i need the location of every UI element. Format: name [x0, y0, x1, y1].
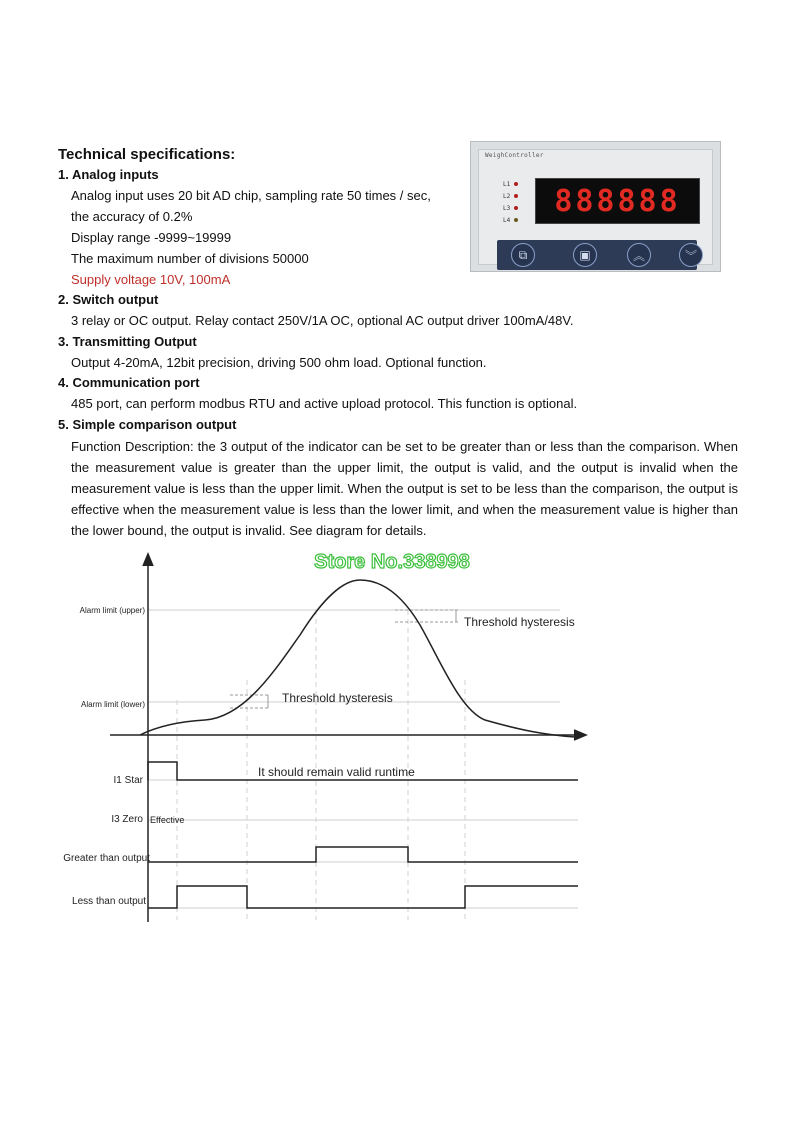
led-indicator — [514, 194, 518, 198]
i1-note: It should remain valid runtime — [258, 765, 415, 779]
alarm-lower-label: Alarm limit (lower) — [81, 700, 145, 709]
display-digits: 888888 — [554, 183, 681, 219]
section-heading-communication-port: 4. Communication port — [58, 375, 200, 390]
led-indicator — [514, 182, 518, 186]
device-button-bar — [497, 240, 697, 270]
i3-zero-label: I3 Zero — [111, 814, 143, 825]
seven-segment-display — [535, 178, 700, 224]
page-title: Technical specifications: — [58, 146, 236, 163]
led-l2 — [503, 190, 518, 202]
hysteresis-upper-label: Threshold hysteresis — [464, 615, 575, 629]
led-indicator — [514, 206, 518, 210]
section-heading-switch-output: 2. Switch output — [58, 292, 159, 307]
hysteresis-lower-label: Threshold hysteresis — [282, 691, 393, 705]
led-label: L2 — [503, 192, 511, 200]
up-icon: ︽ — [627, 243, 651, 267]
led-label: L4 — [503, 216, 511, 224]
i3-note: Effective — [150, 815, 185, 825]
section-heading-transmitting-output: 3. Transmitting Output — [58, 334, 197, 349]
led-label: L3 — [503, 204, 511, 212]
device-title: WeighController — [485, 152, 544, 159]
led-label: L1 — [503, 180, 511, 188]
less-than-signal — [148, 886, 578, 908]
led-l3 — [503, 202, 518, 214]
led-indicator — [514, 218, 518, 222]
spec-line: Analog input uses 20 bit AD chip, sampling rate 50 times / sec, — [71, 188, 431, 203]
spec-line: 3 relay or OC output. Relay contact 250V/1A OC, optional AC output driver 100mA/48V. — [71, 313, 574, 328]
spec-line: Output 4-20mA, 12bit precision, driving 500 ohm load. Optional function. — [71, 355, 487, 370]
less-than-label: Less than output — [72, 896, 146, 907]
section-heading-analog-inputs: 1. Analog inputs — [58, 167, 159, 182]
led-l1 — [503, 178, 518, 190]
spec-line: The maximum number of divisions 50000 — [71, 251, 309, 266]
row-grid-lines — [148, 610, 578, 908]
section-heading-comparison-output: 5. Simple comparison output — [58, 417, 237, 432]
greater-than-signal — [148, 847, 578, 862]
measurement-curve — [140, 580, 575, 737]
store-watermark: Store No.338998 — [314, 551, 470, 573]
device-panel — [478, 149, 713, 265]
spec-line-supply-voltage: Supply voltage 10V, 100mA — [71, 272, 231, 287]
weigh-controller-image — [470, 141, 721, 272]
led-l4 — [503, 214, 518, 226]
device-leds — [503, 178, 518, 226]
spec-line: 485 port, can perform modbus RTU and active upload protocol. This function is optional. — [71, 396, 578, 411]
function-description: Function Description: the 3 output of the indicator can be set to be greater than or less than the comparison. When the measurement value is greater than the upper limit, the output is valid, and the output is invalid when the measurement value is less than the upper limit. When the output is set to be less than the comparison, the output is effective when the measurement value is less than the lower limit, and when the measurement value is higher than the lower bound, the output is invalid. See diagram for details. — [71, 439, 738, 538]
greater-than-label: Greater than output — [63, 853, 150, 864]
spec-line: the accuracy of 0.2% — [71, 209, 193, 224]
down-icon: ︾ — [679, 243, 703, 267]
comparison-timing-diagram — [0, 540, 793, 940]
spec-line: Display range -9999~19999 — [71, 230, 232, 245]
alarm-upper-label: Alarm limit (upper) — [79, 606, 145, 615]
i1-star-label: I1 Star — [113, 775, 143, 786]
enter-icon: ▣ — [573, 243, 597, 267]
copy-icon: ⧉ — [511, 243, 535, 267]
axes — [110, 554, 586, 922]
